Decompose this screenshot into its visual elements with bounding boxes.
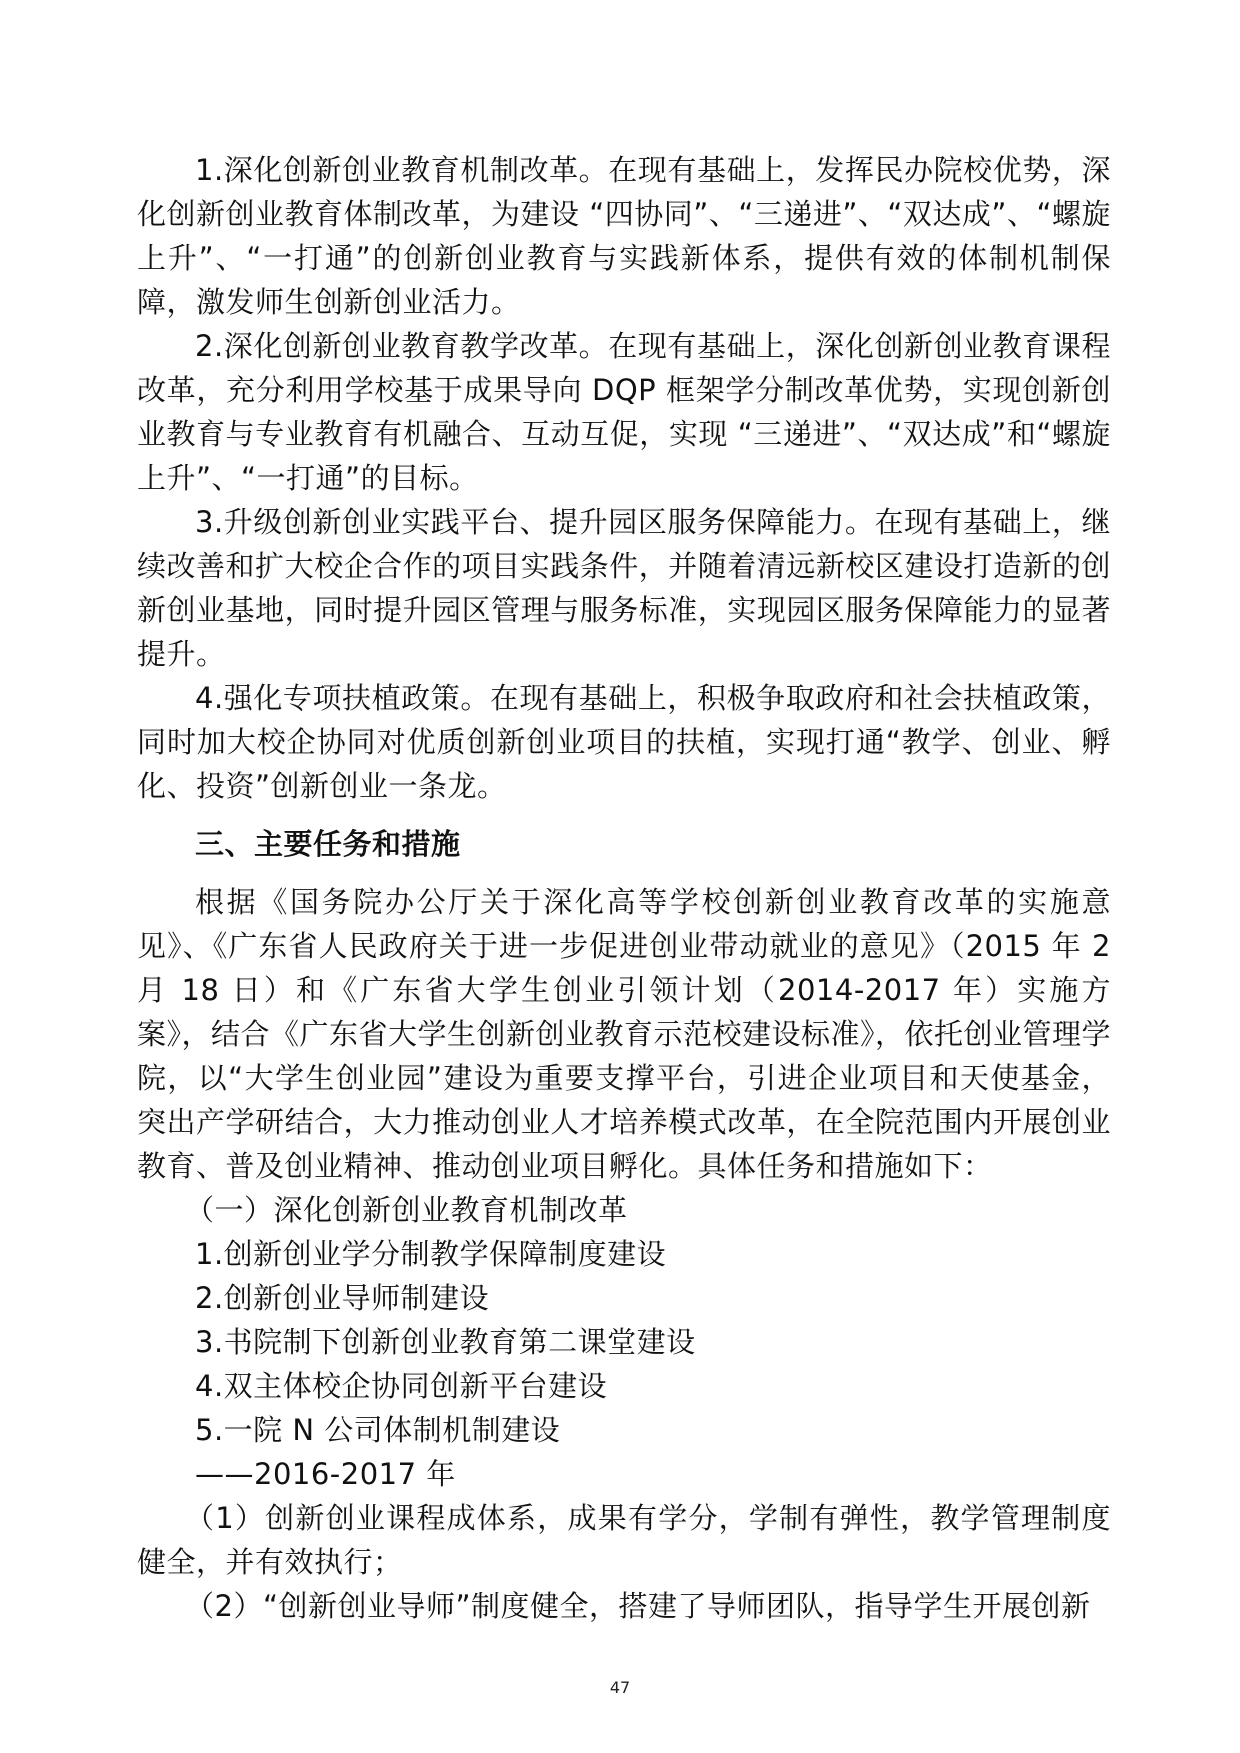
paragraph-3: 3.升级创新创业实践平台、提升园区服务保障能力。在现有基础上，继续改善和扩大校企合作的项目实践条件，并随着清远新校区建设打造新的创新创业基地，同时提升园区管理与服务标准，实现园区服务保障能力的显著提升。 (137, 505, 1111, 671)
target-paragraph-2: （2）“创新创业导师”制度健全，搭建了导师团队，指导学生开展创新 (185, 1589, 1091, 1623)
paragraph-1: 1.深化创新创业教育机制改革。在现有基础上，发挥民办院校优势，深化创新创业教育体制改革，为建设 “四协同”、“三递进”、“双达成”、“螺旋上升”、“一打通”的创新创业教育与实践新体系，提供有效的体制机制保障，激发师生创新创业活力。 (137, 153, 1111, 319)
subheading: （一）深化创新创业教育机制改革 (185, 1193, 628, 1227)
list-item: 5.一院 N 公司体制机制建设 (195, 1413, 561, 1447)
section-heading: 三、主要任务和措施 (195, 827, 461, 861)
paragraph-4: 4.强化专项扶植政策。在现有基础上，积极争取政府和社会扶植政策，同时加大校企协同对优质创新创业项目的扶植，实现打通“教学、创业、孵化、投资”创新创业一条龙。 (137, 681, 1111, 803)
document-page (137, 148, 1111, 1628)
target-paragraph-1: （1）创新创业课程成体系，成果有学分，学制有弹性，教学管理制度健全，并有效执行； (137, 1501, 1111, 1579)
list-item: 1.创新创业学分制教学保障制度建设 (195, 1237, 667, 1271)
list-item: 4.双主体校企协同创新平台建设 (195, 1369, 608, 1403)
list-item: 2.创新创业导师制建设 (195, 1281, 490, 1315)
paragraph-2: 2.深化创新创业教育教学改革。在现有基础上，深化创新创业教育课程改革，充分利用学校基于成果导向 DQP 框架学分制改革优势，实现创新创业教育与专业教育有机融合、互动互促，实现 “三递进”、“双达成”和“螺旋上升”、“一打通”的目标。 (137, 329, 1111, 495)
timeframe-label: ——2016-2017 年 (195, 1457, 456, 1491)
intro-paragraph: 根据《国务院办公厅关于深化高等学校创新创业教育改革的实施意见》、《广东省人民政府关于进一步促进创业带动就业的意见》（2015 年 2 月 18 日）和《广东省大学生创业引领计划（2014-2017 年）实施方案》，结合《广东省大学生创新创业教育示范校建设标准》，依托创业管理学院，以“大学生创业园”建设为重要支撑平台，引进企业项目和天使基金，突出产学研结合，大力推动创业人才培养模式改革，在全院范围内开展创业教育、普及创业精神、推动创业项目孵化。具体任务和措施如下： (137, 885, 1112, 1183)
list-item: 3.书院制下创新创业教育第二课堂建设 (195, 1325, 696, 1359)
page-number: 47 (609, 1678, 631, 1697)
